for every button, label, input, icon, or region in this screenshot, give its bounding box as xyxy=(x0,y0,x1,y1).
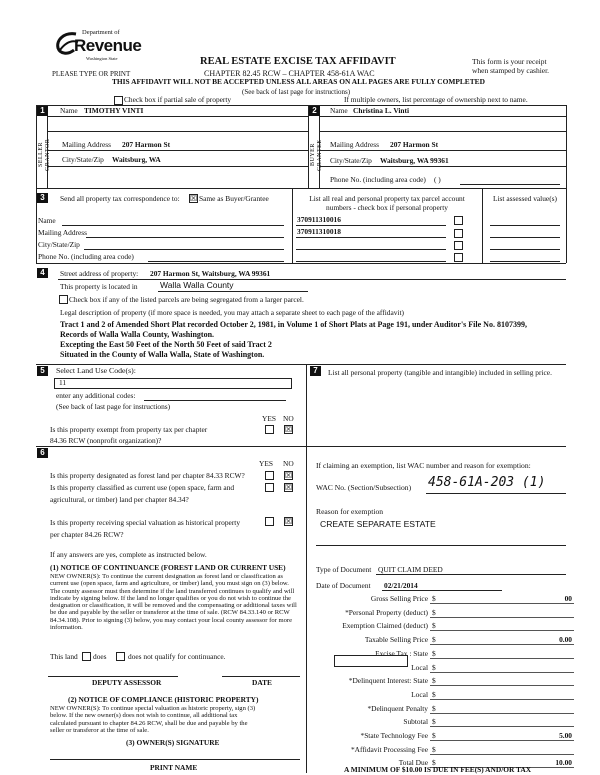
amount-currency: $ xyxy=(432,731,436,740)
assessor-date-label: DATE xyxy=(252,678,272,687)
parcel-3-personal-checkbox[interactable] xyxy=(454,241,463,250)
exempt-yes-checkbox[interactable] xyxy=(265,425,274,434)
buyer-phone-paren: ( ) xyxy=(434,175,441,184)
forest-no-checkbox[interactable]: ☒ xyxy=(285,471,293,480)
street-label: Street address of property: xyxy=(60,269,139,278)
amount-currency: $ xyxy=(432,717,436,726)
segregated-checkbox[interactable] xyxy=(59,295,68,304)
buyer-phone-label: Phone No. (including area code) xyxy=(330,175,426,184)
notice-3-title: (3) OWNER(S) SIGNATURE xyxy=(126,738,220,747)
section-2-marker: 2 xyxy=(309,106,320,116)
reason-label: Reason for exemption xyxy=(316,507,384,516)
deputy-assessor-label: DEPUTY ASSESSOR xyxy=(92,678,162,687)
additional-codes-label: enter any additional codes: xyxy=(56,391,136,400)
legal-line-4: Situated in the County of Walla Walla, State of Washington. xyxy=(60,350,265,359)
seller-name-label: Name xyxy=(60,106,78,115)
receipt-note: This form is your receipt when stamped by cashier. xyxy=(472,57,550,75)
parcel-number-2: 370911310018 xyxy=(297,227,341,236)
dor-logo xyxy=(34,27,142,69)
notice-1-title: (1) NOTICE OF CONTINUANCE (FOREST LAND OR CURRENT USE) xyxy=(50,563,286,572)
buyer-side-label: BUYER GRANTEE xyxy=(310,139,323,171)
land-does-checkbox[interactable] xyxy=(82,652,91,661)
parcel-number-1: 370911310016 xyxy=(297,215,341,224)
amount-currency: $ xyxy=(432,704,436,713)
s6-yes-header: YES xyxy=(259,459,273,468)
amount-label: Excise Tax : State xyxy=(375,649,428,658)
parcel-2-personal-checkbox[interactable] xyxy=(454,229,463,238)
legal-line-2: Records of Walla Walla County, Washington. xyxy=(60,330,215,339)
reason-value: CREATE SEPARATE ESTATE xyxy=(320,519,436,529)
same-as-buyer-checkbox[interactable]: ☒ xyxy=(190,194,198,203)
amount-underline xyxy=(430,617,574,618)
amount-underline xyxy=(430,713,574,714)
amount-value[interactable]: 00 xyxy=(564,594,572,603)
same-as-buyer-label: Same as Buyer/Grantee xyxy=(199,194,269,203)
amount-label: *Personal Property (deduct) xyxy=(345,608,428,617)
land-use-code-field[interactable] xyxy=(54,378,292,389)
section-4-marker: 4 xyxy=(37,268,48,278)
wac-value: 458-61A-203 (1) xyxy=(428,475,546,490)
seller-city-label: City/State/Zip xyxy=(62,155,104,164)
located-county: Walla Walla County xyxy=(160,280,234,290)
buyer-name: Christina L. Vinti xyxy=(353,106,410,115)
amount-label: *Affidavit Processing Fee xyxy=(350,745,428,754)
amount-value[interactable]: 5.00 xyxy=(559,731,572,740)
parcel-4-personal-checkbox[interactable] xyxy=(454,253,463,262)
form-warning: THIS AFFIDAVIT WILL NOT BE ACCEPTED UNLESS ALL AREAS ON ALL PAGES ARE FULLY COMPLETED xyxy=(112,77,485,86)
parcels-header: List all real and personal property tax parcel account numbers - check box if personal property xyxy=(309,194,465,212)
notice-1-body: NEW OWNER(S): To continue the current designation as forest land or classification as current use (open space, farm and agriculture, or timber) land, you must sign on (3) below. The county assessor must then determine if the land transferred continues to qualify and will indicate by signing below. If the land no longer qualifies or you do not wish to continue the designation or classification, it will be removed and the compensating or additional taxes will be due and payable by the seller or transferor at the time of sale. (RCW 84.33.140 or RCW 84.34.108). Prior to signing (3) below, you may contact your local county assessor for more information. xyxy=(50,573,297,631)
amount-underline xyxy=(430,644,574,645)
exemption-label: If claiming an exemption, list WAC number and reason for exemption: xyxy=(316,461,531,470)
land-does-not-label: does not qualify for continuance. xyxy=(128,652,226,661)
located-label: This property is located in xyxy=(60,282,138,291)
current-use-question-1: Is this property classified as current use (open space, farm and xyxy=(50,483,235,492)
amount-currency: $ xyxy=(432,621,436,630)
amount-underline xyxy=(430,726,574,727)
amount-label: *Delinquent Penalty xyxy=(367,704,428,713)
section-7-marker: 7 xyxy=(310,366,321,376)
historic-question-2: per chapter 84.26 RCW? xyxy=(50,530,124,539)
legal-line-3: Excepting the East 50 Feet of the North 50 Feet of said Tract 2 xyxy=(60,340,272,349)
if-yes-note: If any answers are yes, complete as instructed below. xyxy=(50,550,207,559)
amount-underline xyxy=(430,740,574,741)
parcel-1-personal-checkbox[interactable] xyxy=(454,216,463,225)
form-chapter: CHAPTER 82.45 RCW – CHAPTER 458-61A WAC xyxy=(204,69,375,78)
buyer-city: Waitsburg, WA 99361 xyxy=(380,156,449,165)
amount-value[interactable]: 0.00 xyxy=(559,635,572,644)
exempt-no-checkbox[interactable]: ☒ xyxy=(285,425,293,434)
seller-mail: 207 Harmon St xyxy=(122,140,171,149)
doc-date-label: Date of Document xyxy=(316,581,371,590)
seller-name: TIMOTHY VINTI xyxy=(84,106,144,115)
street-address: 207 Harmon St, Waitsburg, WA 99361 xyxy=(150,269,271,278)
assessed-header: List assessed value(s) xyxy=(492,194,558,203)
amount-currency: $ xyxy=(432,649,436,658)
personal-property-label: List all personal property (tangible and intangible) included in selling price. xyxy=(328,368,552,377)
amount-underline xyxy=(430,699,574,700)
seller-city: Waitsburg, WA xyxy=(112,155,161,164)
current-use-yes-checkbox[interactable] xyxy=(265,483,274,492)
notice-2-body: NEW OWNER(S): To continue special valuation as historic property, sign (3) below. If the new owner(s) does not wish to continue, all additional tax calculated pursuant to chapter 84.26 RCW, shall be due and payable by the seller or transferor at the time of sale. xyxy=(50,705,256,734)
land-does-not-checkbox[interactable] xyxy=(116,652,125,661)
print-name-label: PRINT NAME xyxy=(150,763,198,772)
amount-currency: $ xyxy=(432,758,436,767)
amount-label: Exemption Claimed (deduct) xyxy=(342,621,428,630)
land-use-see-back: (See back of last page for instructions) xyxy=(56,402,171,411)
exempt-question-1: Is this property exempt from property tax per chapter xyxy=(50,425,208,434)
amount-label: Subtotal xyxy=(403,717,428,726)
legal-line-1: Tract 1 and 2 of Amended Short Plat recorded October 2, 1981, in Volume 1 of Short Plats at Page 191, under Auditor's File No. 8107399, xyxy=(60,320,527,329)
legal-label: Legal description of property (if more space is needed, you may attach a separate sheet to each page of the affidavit) xyxy=(60,308,404,317)
buyer-mail: 207 Harmon St xyxy=(390,140,439,149)
amount-label: Local xyxy=(411,690,428,699)
notice-2-title: (2) NOTICE OF COMPLIANCE (HISTORIC PROPERTY) xyxy=(68,695,259,704)
amount-label: *State Technology Fee xyxy=(360,731,428,740)
section-3-marker: 3 xyxy=(37,193,48,203)
section-5-marker: 5 xyxy=(37,366,48,376)
buyer-mail-label: Mailing Address xyxy=(330,140,380,149)
amount-label: Gross Selling Price xyxy=(370,594,428,603)
amount-currency: $ xyxy=(432,608,436,617)
forest-yes-checkbox[interactable] xyxy=(265,471,274,480)
s3-city-label: City/State/Zip xyxy=(38,240,80,249)
buyer-name-label: Name xyxy=(330,106,348,115)
seller-side-label: SELLER GRANTOR xyxy=(38,138,51,172)
amount-label: Local xyxy=(411,663,428,672)
dor-dept-line3: Washington State xyxy=(86,56,118,61)
minimum-due-footer: A MINIMUM OF $10.00 IS DUE IN FEE(S) AND/OR TAX xyxy=(344,765,532,774)
amount-underline xyxy=(430,658,574,659)
dor-dept-line1: Department of xyxy=(82,29,120,36)
correspondence-label: Send all property tax correspondence to: xyxy=(60,194,180,203)
section-6-marker: 6 xyxy=(37,448,48,458)
form-title: REAL ESTATE EXCISE TAX AFFIDAVIT xyxy=(200,56,396,67)
s5-no-header: NO xyxy=(283,414,294,423)
forest-question: Is this property designated as forest land per chapter 84.33 RCW? xyxy=(50,471,245,480)
amount-currency: $ xyxy=(432,635,436,644)
segregated-label: Check box if any of the listed parcels are being segregated from a larger parcel. xyxy=(69,295,304,304)
please-type: PLEASE TYPE OR PRINT xyxy=(52,70,131,78)
buyer-city-label: City/State/Zip xyxy=(330,156,372,165)
historic-yes-checkbox[interactable] xyxy=(265,517,274,526)
amount-underline xyxy=(430,685,574,686)
amount-underline xyxy=(430,754,574,755)
amount-currency: $ xyxy=(432,745,436,754)
land-use-code-value: 11 xyxy=(59,378,67,387)
amount-value[interactable]: 10.00 xyxy=(555,758,572,767)
amount-currency: $ xyxy=(432,690,436,699)
wac-label: WAC No. (Section/Subsection) xyxy=(316,483,412,492)
this-land-label: This land xyxy=(50,652,78,661)
historic-question-1: Is this property receiving special valuation as historical property xyxy=(50,518,241,527)
s5-yes-header: YES xyxy=(262,414,276,423)
section-1-marker: 1 xyxy=(37,106,48,116)
amount-label: *Delinquent Interest: State xyxy=(348,676,428,685)
amount-currency: $ xyxy=(432,594,436,603)
amount-currency: $ xyxy=(432,663,436,672)
s6-no-header: NO xyxy=(283,459,294,468)
amount-currency: $ xyxy=(432,676,436,685)
s3-mail-label: Mailing Address xyxy=(38,228,88,237)
historic-no-checkbox[interactable]: ☒ xyxy=(285,517,293,526)
amount-underline xyxy=(430,630,574,631)
doc-type-value: QUIT CLAIM DEED xyxy=(378,565,443,574)
partial-sale-label: Check box if partial sale of property xyxy=(124,95,232,104)
amount-underline xyxy=(430,672,574,673)
seller-mail-label: Mailing Address xyxy=(62,140,112,149)
exempt-question-2: 84.36 RCW (nonprofit organization)? xyxy=(50,436,162,445)
s3-name-label: Name xyxy=(38,216,56,225)
amount-label: Total Due xyxy=(398,758,428,767)
excise-local-box[interactable] xyxy=(334,655,408,667)
land-use-label: Select Land Use Code(s): xyxy=(56,366,136,375)
dor-dept-line2: Revenue xyxy=(74,36,142,55)
amount-underline xyxy=(430,603,574,604)
s3-phone-label: Phone No. (including area code) xyxy=(38,252,134,261)
partial-sale-checkbox[interactable] xyxy=(114,96,123,105)
form-see-back: (See back of last page for instructions) xyxy=(242,88,351,96)
doc-type-label: Type of Document xyxy=(316,565,372,574)
amount-label: Taxable Selling Price xyxy=(364,635,428,644)
current-use-no-checkbox[interactable]: ☒ xyxy=(285,483,293,492)
doc-date-value: 02/21/2014 xyxy=(384,581,418,590)
land-does-label: does xyxy=(93,652,107,661)
current-use-question-2: agricultural, or timber) land per chapter 84.34? xyxy=(50,495,189,504)
multiple-owners-note: If multiple owners, list percentage of ownership next to name. xyxy=(344,95,528,104)
